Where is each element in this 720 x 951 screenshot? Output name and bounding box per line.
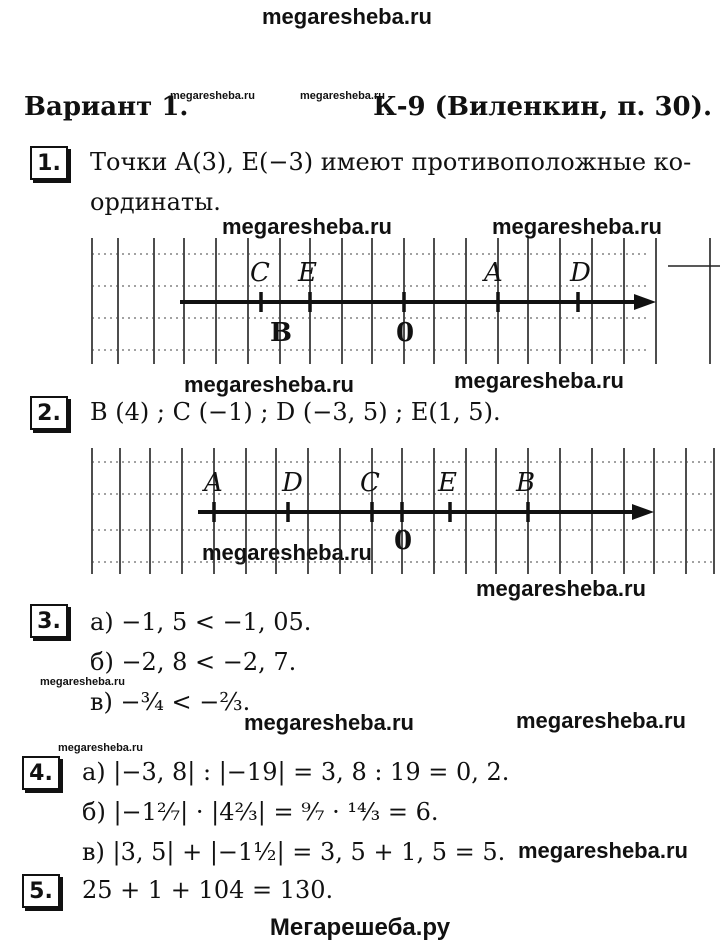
point-label: C: [250, 258, 270, 288]
watermark-large: megaresheba.ru: [516, 708, 686, 733]
point-label: E: [298, 258, 317, 288]
task1-line1: Точки A(3), E(−3) имеют противоположные ко-: [90, 148, 692, 176]
watermark-large: megaresheba.ru: [518, 838, 688, 863]
task-number: 1.: [30, 146, 68, 180]
task3-line-c: в) −¾ < −⅔.: [90, 688, 251, 716]
task-number: 2.: [30, 396, 68, 430]
watermark-large: megaresheba.ru: [492, 214, 662, 239]
task3-line-a: а) −1, 5 < −1, 05.: [90, 608, 312, 636]
watermark-large: megaresheba.ru: [222, 214, 392, 239]
point-label: B: [270, 318, 292, 348]
point-label: C: [360, 468, 380, 498]
watermark-large: megaresheba.ru: [184, 372, 354, 397]
watermark-small: megaresheba.ru: [300, 90, 385, 102]
task2-line1: B (4) ; C (−1) ; D (−3, 5) ; E(1, 5).: [90, 398, 501, 426]
watermark-top: megaresheba.ru: [262, 4, 432, 29]
task1-line2: ординаты.: [90, 188, 221, 216]
work-title: К-9 (Виленкин, п. 30).: [373, 92, 712, 122]
task5-line: 25 + 1 + 104 = 130.: [82, 876, 334, 904]
point-label: A: [484, 258, 503, 288]
task4-line-a: а) |−3, 8| : |−19| = 3, 8 : 19 = 0, 2.: [82, 758, 510, 786]
point-label: D: [570, 258, 591, 288]
task-number: 5.: [22, 874, 60, 908]
footer-site-name: Мегарешеба.ру: [269, 914, 451, 941]
task4-line-b: б) |−1²⁄₇| · |4²⁄₃| = ⁹⁄₇ · ¹⁴⁄₃ = 6.: [82, 798, 439, 826]
watermark-small: megaresheba.ru: [58, 742, 143, 754]
task4-line-c: в) |3, 5| + |−1½| = 3, 5 + 1, 5 = 5.: [82, 838, 506, 866]
point-label: D: [282, 468, 303, 498]
zero-label: 0: [394, 526, 413, 556]
task2-number-line: [88, 446, 720, 576]
watermark-large: megaresheba.ru: [476, 576, 646, 601]
watermark-large: megaresheba.ru: [244, 710, 414, 735]
watermark-small: megaresheba.ru: [40, 676, 125, 688]
task-number: 4.: [22, 756, 60, 790]
zero-label: 0: [396, 318, 415, 348]
watermark-large: megaresheba.ru: [202, 540, 372, 565]
watermark-small: megaresheba.ru: [170, 90, 255, 102]
point-label: A: [204, 468, 223, 498]
variant-title: Вариант 1.: [24, 92, 189, 122]
point-label: B: [516, 468, 536, 498]
watermark-large: megaresheba.ru: [454, 368, 624, 393]
task-number: 3.: [30, 604, 68, 638]
task3-line-b: б) −2, 8 < −2, 7.: [90, 648, 297, 676]
point-label: E: [438, 468, 457, 498]
